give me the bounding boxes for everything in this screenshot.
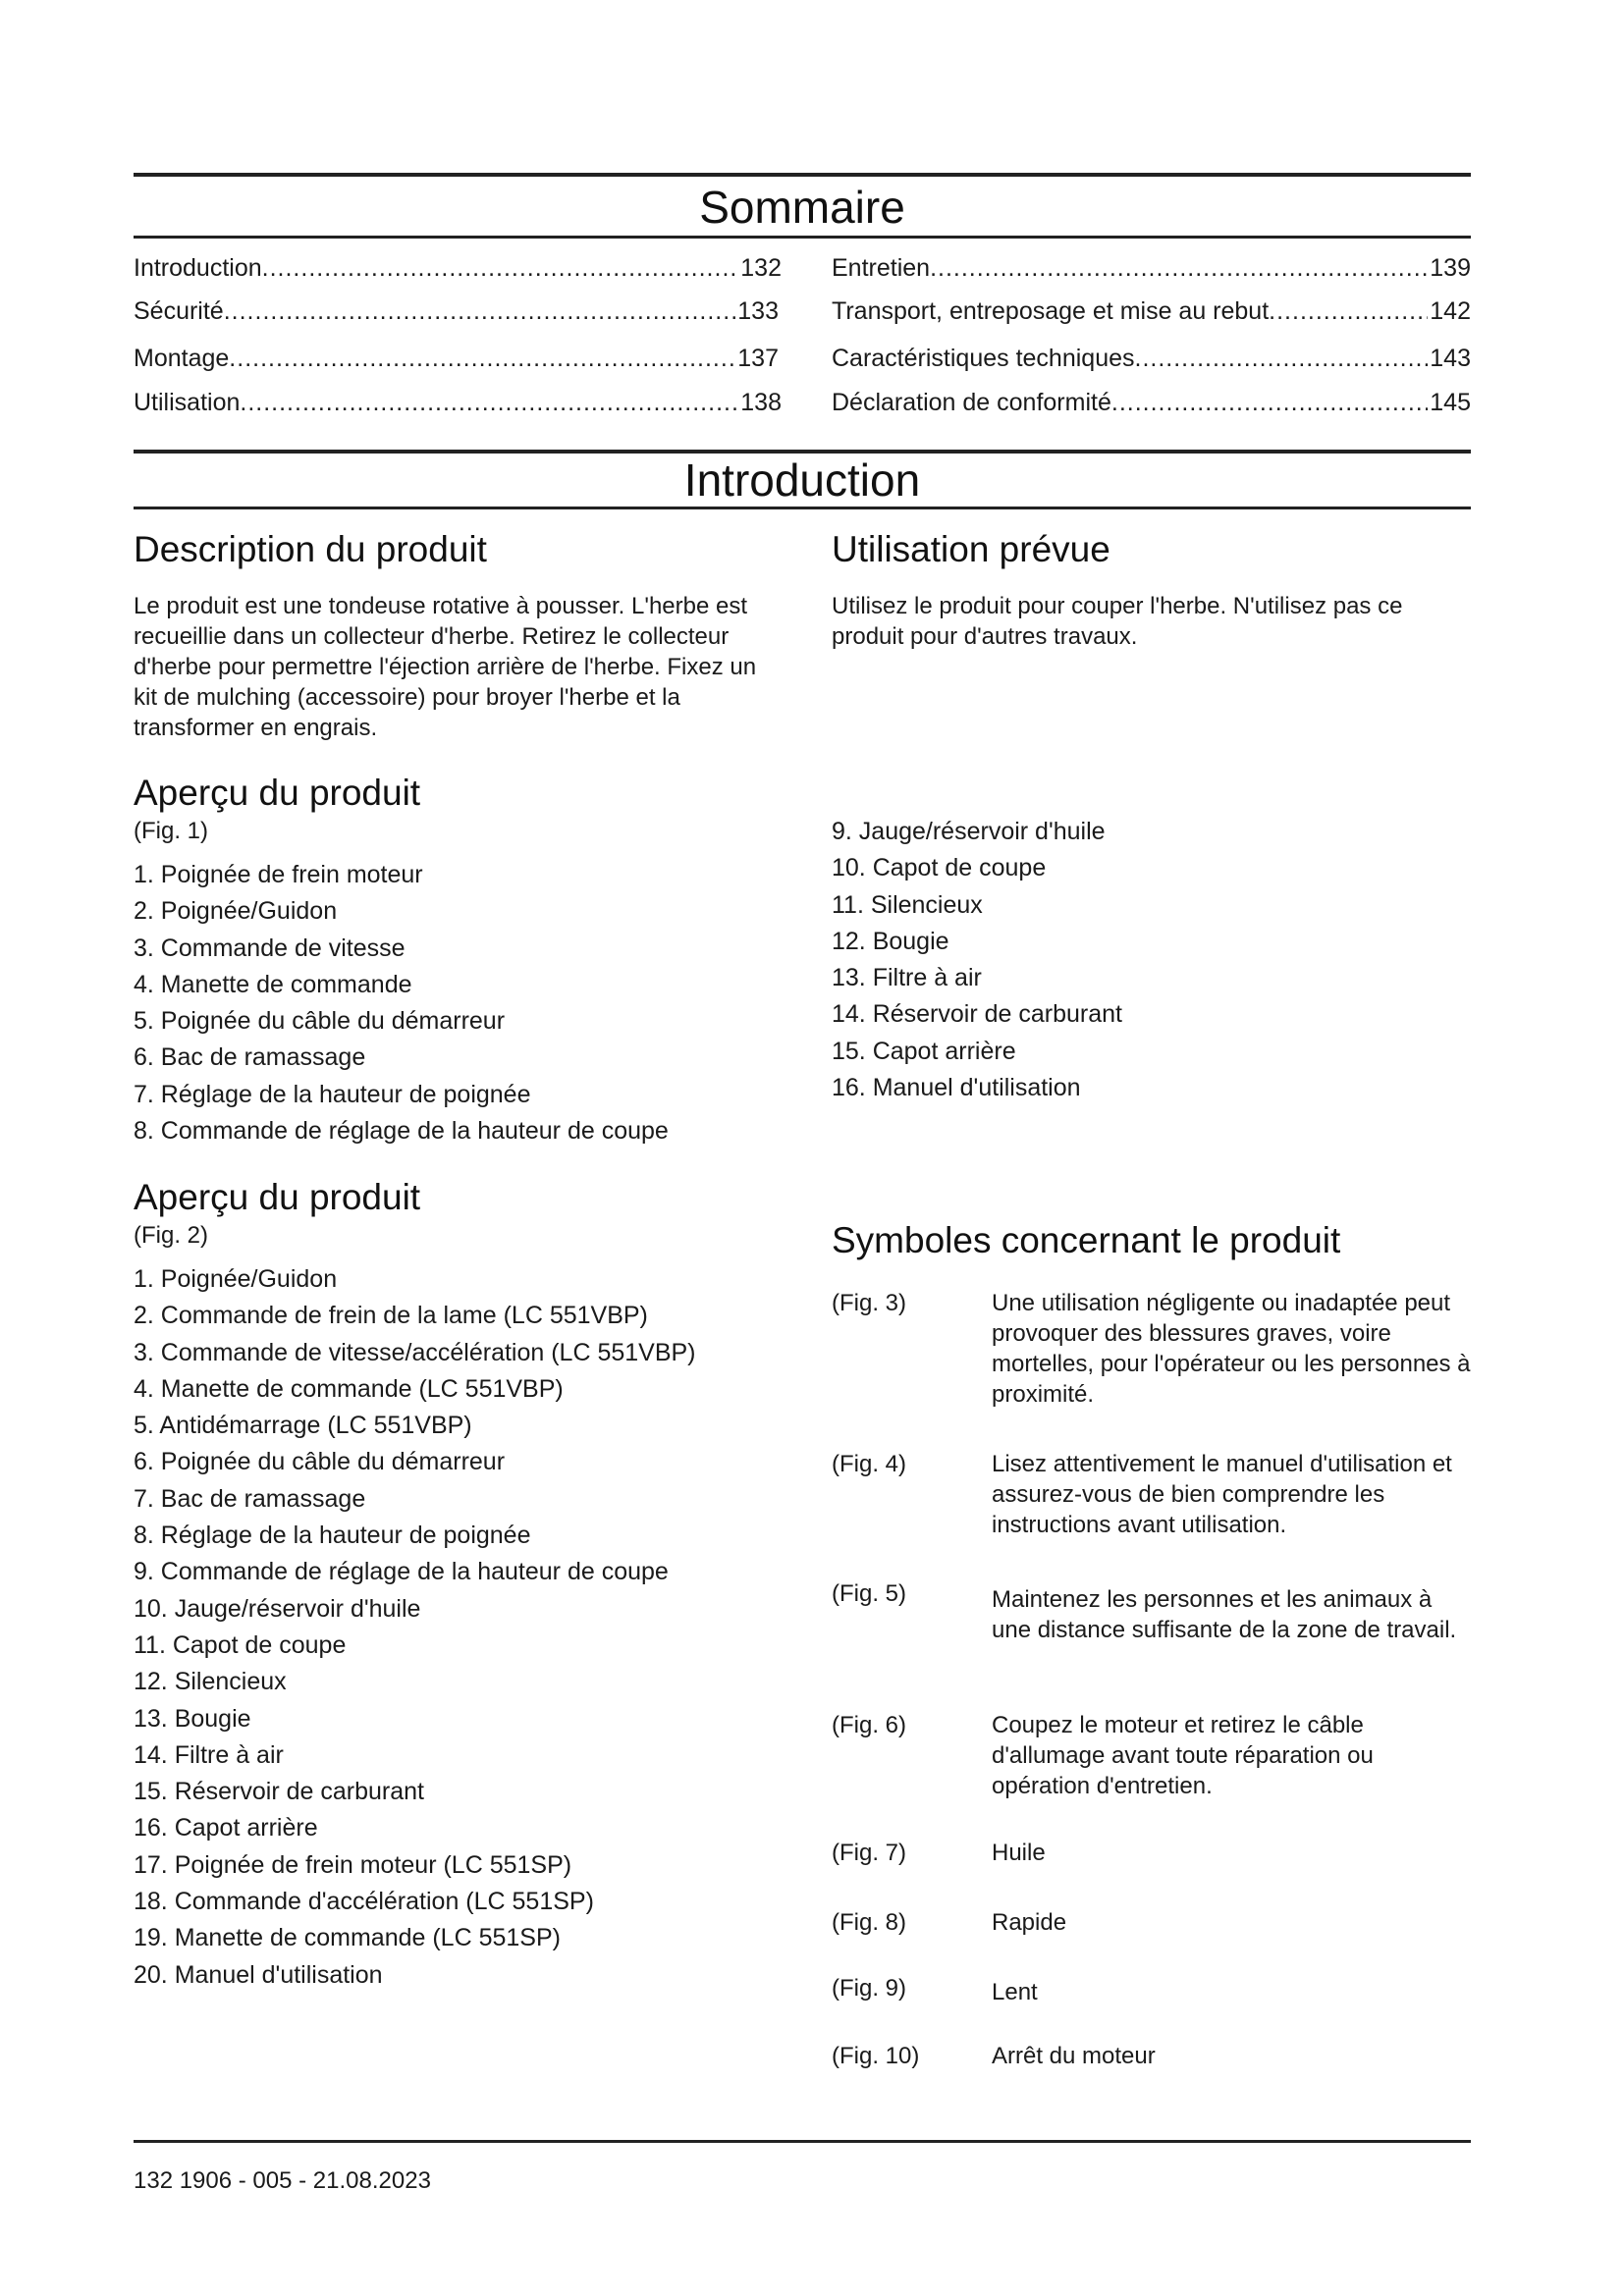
symbol-description: Lisez attentivement le manuel d'utilisation et assurez-vous de bien comprendre les instructions avant utilisation. [992,1451,1452,1538]
list-item: 19. Manette de commande (LC 551SP) [134,1924,561,1952]
list-item: 13. Bougie [134,1704,251,1733]
list-item: 14. Réservoir de carburant [832,1000,1122,1029]
list-item: 7. Réglage de la hauteur de poignée [134,1080,531,1108]
toc-entry-page: 139 [1430,254,1471,282]
symbol-description: Lent [992,1979,1038,2005]
symbols-heading: Symboles concernant le produit [832,1220,1341,1260]
toc-entry-declaration[interactable] [832,388,1471,417]
list-item: 9. Jauge/réservoir d'huile [832,818,1106,845]
symbol-description: Coupez le moteur et retirez le câble d'allumage avant toute réparation ou opération d'entretien. [992,1712,1374,1799]
list-item: 5. Poignée du câble du démarreur [134,1007,506,1036]
symbol-fig-ref: (Fig. 8) [832,1909,907,1936]
list-item: 20. Manuel d'utilisation [134,1960,383,1989]
symbol-fig-ref: (Fig. 7) [832,1840,907,1866]
introduction-title: Introduction [683,454,921,506]
toc-entry-page: 143 [1430,345,1471,372]
overview2-fig-ref: (Fig. 2) [134,1222,209,1249]
overview2-list [134,1264,762,1997]
list-item: 4. Manette de commande [134,970,412,998]
toc-entry-page: 132 [740,254,782,282]
toc-entry-label: Caractéristiques techniques [832,345,1135,372]
list-item: 16. Capot arrière [134,1814,318,1842]
list-item: 2. Poignée/Guidon [134,897,338,926]
intended-use-text: Utilisez le produit pour couper l'herbe. N'utilisez pas ce produit pour d'autres travaux. [832,593,1403,650]
list-item: 18. Commande d'accélération (LC 551SP) [134,1888,594,1916]
symbol-fig-ref: (Fig. 9) [832,1975,907,2002]
list-item: 1. Poignée de frein moteur [134,861,423,888]
toc-entry-page: 145 [1430,389,1471,416]
toc-entry-utilisation[interactable] [134,388,782,417]
toc-entry-entretien[interactable] [832,253,1471,283]
toc-rule [134,236,1471,239]
list-item: 17. Poignée de frein moteur (LC 551SP) [134,1850,572,1879]
toc-entry-montage[interactable] [134,344,779,373]
symbol-fig-ref: (Fig. 6) [832,1712,907,1738]
list-item: 3. Commande de vitesse [134,934,406,962]
list-item: 15. Capot arrière [832,1037,1016,1065]
overview1-fig-ref: (Fig. 1) [134,818,209,844]
list-item: 11. Silencieux [832,890,983,919]
overview2-heading: Aperçu du produit [134,1177,421,1217]
list-item: 8. Commande de réglage de la hauteur de coupe [134,1117,669,1146]
intended-use-heading: Utilisation prévue [832,529,1110,569]
symbol-description: Huile [992,1840,1046,1866]
toc-entry-label: Sécurité [134,297,224,325]
toc-entry-page: 138 [740,389,782,416]
toc-entry-page: 133 [737,297,779,325]
toc-entry-label: Entretien [832,254,931,282]
list-item: 10. Jauge/réservoir d'huile [134,1594,421,1623]
list-item: 15. Réservoir de carburant [134,1778,424,1806]
intro-rule [134,507,1471,509]
toc-entry-label: Montage [134,345,230,372]
description-heading: Description du produit [134,529,487,569]
toc-entry-transport[interactable] [832,296,1471,326]
overview1-list-left [134,860,762,1152]
toc-entry-page: 142 [1430,297,1471,325]
list-item: 11. Capot de coupe [134,1630,347,1659]
toc-title: Sommaire [699,182,905,233]
toc-entry-label: Déclaration de conformité [832,389,1111,416]
toc-entry-caracteristiques[interactable] [832,344,1471,373]
symbol-fig-ref: (Fig. 4) [832,1451,907,1477]
toc-entry-label: Utilisation [134,389,241,416]
top-rule [134,173,1471,177]
list-item: 13. Filtre à air [832,964,982,992]
list-item: 2. Commande de frein de la lame (LC 551VBP) [134,1302,648,1330]
list-item: 8. Réglage de la hauteur de poignée [134,1522,531,1550]
description-text: Le produit est une tondeuse rotative à pousser. L'herbe est recueillie dans un collecteur d'herbe. Retirez le collecteur d'herbe pour permettre l'éjection arrière de l'herbe. Fixez un kit de mulching (accessoire) pour broyer l'herbe et la transformer en engrais. [134,593,757,741]
list-item: 1. Poignée/Guidon [134,1265,338,1293]
list-item: 6. Poignée du câble du démarreur [134,1448,506,1476]
list-item: 12. Bougie [832,927,949,955]
symbol-fig-ref: (Fig. 5) [832,1580,907,1607]
list-item: 4. Manette de commande (LC 551VBP) [134,1374,564,1403]
symbol-fig-ref: (Fig. 10) [832,2043,920,2069]
overview1-heading: Aperçu du produit [134,773,421,813]
toc-entry-label: Introduction [134,254,262,282]
list-item: 5. Antidémarrage (LC 551VBP) [134,1412,472,1440]
symbol-description: Rapide [992,1909,1067,1936]
symbol-description: Arrêt du moteur [992,2043,1156,2069]
list-item: 10. Capot de coupe [832,854,1047,882]
list-item: 7. Bac de ramassage [134,1484,366,1513]
symbol-description: Une utilisation négligente ou inadaptée peut provoquer des blessures graves, voire mortelles, pour l'opérateur ou les personnes à proximité. [992,1290,1471,1408]
footer-rule [134,2140,1471,2143]
list-item: 12. Silencieux [134,1668,287,1696]
footer-text: 132 1906 - 005 - 21.08.2023 [134,2167,431,2194]
list-item: 3. Commande de vitesse/accélération (LC 551VBP) [134,1338,696,1366]
list-item: 16. Manuel d'utilisation [832,1074,1081,1102]
toc-entry-page: 137 [737,345,779,372]
list-item: 14. Filtre à air [134,1740,284,1769]
symbol-fig-ref: (Fig. 3) [832,1290,907,1316]
list-item: 6. Bac de ramassage [134,1043,366,1072]
overview1-list-right [832,817,1470,1109]
list-item: 9. Commande de réglage de la hauteur de coupe [134,1558,669,1586]
toc-entry-label: Transport, entreposage et mise au rebut [832,297,1270,325]
symbol-description: Maintenez les personnes et les animaux à une distance suffisante de la zone de travail. [992,1586,1457,1643]
toc-entry-securite[interactable] [134,296,779,326]
toc-entry-introduction[interactable] [134,253,782,283]
